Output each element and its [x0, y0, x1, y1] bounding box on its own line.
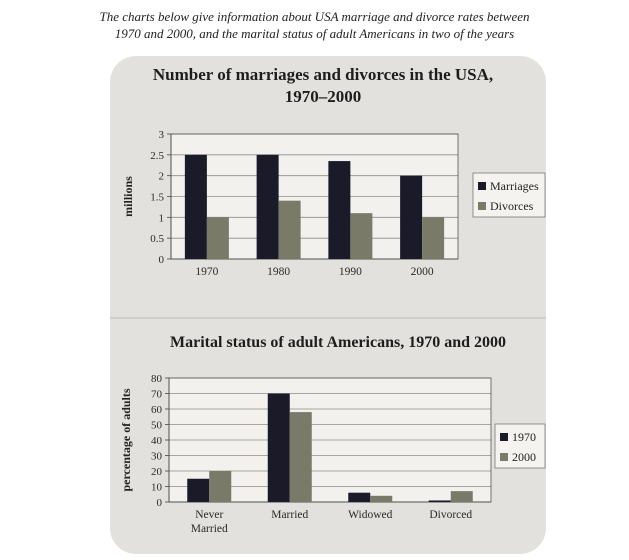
chart1-bar-marriages-1	[257, 155, 279, 259]
chart1-legend-swatch	[478, 202, 486, 210]
chart2-legend-label: 2000	[512, 450, 536, 464]
chart1-title: Number of marriages and divorces in the USA,	[152, 65, 494, 84]
chart2-y-tick-label: 30	[151, 450, 162, 463]
chart1-legend	[473, 173, 545, 217]
chart2-x-tick-label: Married	[271, 509, 309, 521]
chart1-x-tick-label: 1990	[338, 266, 362, 278]
chart1-bar-divorces-2	[350, 213, 372, 259]
chart2-y-tick-label: 60	[151, 404, 162, 416]
charts-canvas	[110, 56, 546, 554]
chart2-bar-2000-3	[451, 491, 473, 502]
chart1-y-tick-label: 1.5	[150, 191, 164, 204]
chart2-legend	[495, 424, 545, 468]
chart1-y-tick-label: 1	[158, 212, 164, 225]
chart2-y-tick-label: 10	[151, 481, 162, 494]
chart2-legend-swatch	[500, 453, 508, 461]
chart2-y-tick-label: 0	[156, 497, 162, 509]
chart1-title-line2: 1970–2000	[284, 87, 362, 106]
chart2-y-tick-label: 50	[151, 419, 162, 432]
chart2-bar-1970-1	[268, 394, 290, 503]
chart2-bar-1970-2	[348, 493, 370, 502]
chart2-x-tick-label: Widowed	[348, 509, 393, 521]
caption-line-2: 1970 and 2000, and the marital status of adult Americans in two of the years	[114, 26, 515, 41]
chart2-legend-swatch	[500, 433, 508, 441]
chart2-title: Marital status of adult Americans, 1970 and 2000	[170, 334, 506, 351]
chart2-x-tick-label: Never	[195, 509, 224, 521]
chart2-bar-1970-0	[187, 479, 209, 502]
chart2-y-tick-label: 20	[151, 466, 162, 478]
chart1-legend-label: Marriages	[490, 179, 539, 193]
chart1-bar-divorces-1	[279, 201, 301, 259]
chart2-bar-2000-1	[290, 412, 312, 502]
chart1-x-tick-label: 1980	[267, 266, 291, 278]
chart2-bar-1970-3	[429, 500, 451, 502]
chart1-legend-label: Divorces	[490, 199, 534, 213]
chart-photo	[110, 56, 546, 554]
chart1-x-tick-label: 2000	[410, 266, 434, 278]
chart2-x-tick-label: Divorced	[429, 509, 473, 521]
chart2-y-tick-label: 40	[151, 435, 162, 447]
chart2-bar-2000-0	[209, 471, 231, 502]
chart2	[119, 373, 545, 535]
chart1-bar-marriages-3	[400, 176, 422, 259]
chart1	[121, 129, 545, 278]
chart1-y-tick-label: 2	[158, 170, 164, 183]
chart2-y-tick-label: 70	[151, 388, 162, 401]
chart2-legend-label: 1970	[512, 430, 536, 444]
chart2-y-axis-label: percentage of adults	[119, 388, 133, 492]
chart1-bar-marriages-2	[328, 161, 350, 259]
chart1-legend-swatch	[478, 182, 486, 190]
chart1-bar-marriages-0	[185, 155, 207, 259]
chart2-bar-2000-2	[370, 496, 392, 502]
chart1-y-tick-label: 0.5	[150, 233, 164, 246]
chart1-y-tick-label: 2.5	[150, 149, 164, 162]
chart1-y-tick-label: 3	[158, 129, 164, 141]
chart1-bar-divorces-3	[422, 217, 444, 259]
chart1-bar-divorces-0	[207, 217, 229, 259]
caption-line-1: The charts below give information about USA marriage and divorce rates between	[99, 9, 530, 24]
chart2-x-tick-label: Married	[190, 523, 228, 535]
chart1-y-tick-label: 0	[158, 254, 164, 266]
chart1-y-axis-label: millions	[121, 176, 135, 217]
chart2-y-tick-label: 80	[151, 373, 162, 385]
caption	[0, 8, 629, 42]
chart1-x-tick-label: 1970	[195, 266, 219, 278]
